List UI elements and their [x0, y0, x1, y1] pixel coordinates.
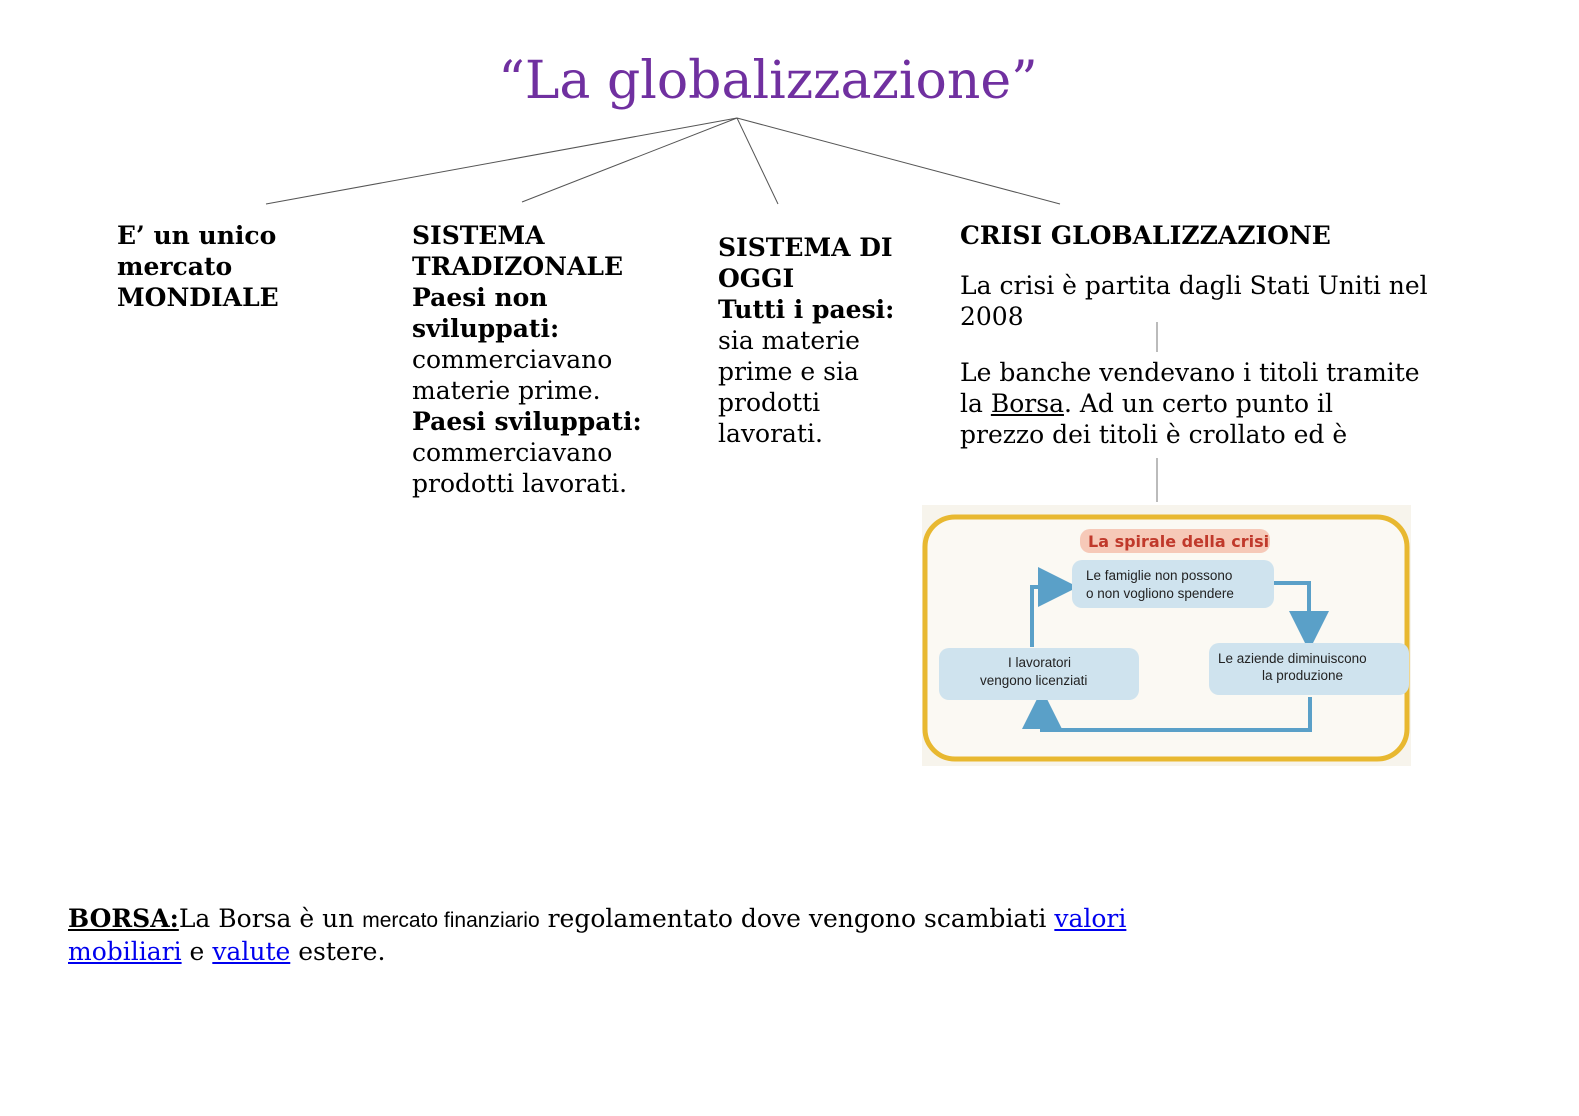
col2-label: Paesi non: [412, 283, 548, 312]
borsa-reference: Borsa: [990, 389, 1064, 418]
crisis2-pre: la: [960, 389, 991, 418]
figure-frame: [925, 517, 1407, 759]
borsa-text: regolamentato dove vengono scambiati: [539, 904, 1055, 933]
box-aziende-line2: la produzione: [1262, 668, 1344, 683]
figure-title: La spirale della crisi: [1088, 532, 1270, 551]
box-aziende-line1: Le aziende diminuiscono: [1218, 651, 1367, 666]
branch-mercato-mondiale: [117, 220, 357, 313]
col1-line: E’ un unico: [117, 221, 277, 250]
page-title: “La globalizzazione”: [498, 51, 1038, 111]
branch-sistema-di-oggi: [718, 232, 938, 449]
col1-line: MONDIALE: [117, 283, 279, 312]
connector-line-3: [737, 118, 778, 204]
borsa-label: BORSA:: [68, 904, 179, 933]
col2-heading: TRADIZONALE: [412, 252, 624, 281]
col2-text: prodotti lavorati.: [412, 469, 628, 498]
connector-line-2: [522, 118, 737, 202]
col2-label: sviluppati:: [412, 314, 560, 343]
crisis1-line: La crisi è partita dagli Stati Uniti nel: [960, 271, 1428, 300]
connector-line-1: [266, 118, 737, 204]
branch-crisi-heading: CRISI GLOBALIZZAZIONE: [960, 221, 1331, 250]
col3-heading: SISTEMA DI: [718, 233, 893, 262]
crisis-spiral-figure: [922, 505, 1411, 766]
col3-text: prime e sia: [718, 357, 859, 386]
col3-text: sia materie: [718, 326, 860, 355]
borsa-text-sans: mercato finanziario: [362, 909, 540, 932]
crisis2-line-with-link: [960, 388, 1480, 419]
col2-text: materie prime.: [412, 376, 601, 405]
valute-link[interactable]: valute: [212, 937, 291, 966]
crisis-textbox-2: [960, 357, 1480, 449]
col2-text: commerciavano: [412, 345, 613, 374]
col2-heading: SISTEMA: [412, 221, 545, 250]
col2-text: commerciavano: [412, 438, 613, 467]
connector-line-4: [737, 118, 1060, 204]
col3-label: Tutti i paesi:: [718, 295, 895, 324]
box-lavoratori-line2: vengono licenziati: [980, 673, 1088, 688]
crisis2-post: . Ad un certo punto il: [1063, 389, 1334, 418]
crisis-textbox-1: [960, 270, 1480, 331]
col1-line: mercato: [117, 252, 233, 281]
crisis2-line: Le banche vendevano i titoli tramite: [960, 358, 1420, 387]
box-lavoratori-line1: I lavoratori: [1008, 655, 1072, 670]
col2-label: Paesi sviluppati:: [412, 407, 642, 436]
borsa-text: e: [181, 937, 213, 966]
col3-text: lavorati.: [718, 419, 823, 448]
borsa-text: La Borsa è un: [178, 904, 363, 933]
col3-text: prodotti: [718, 388, 821, 417]
valori-mobiliari-link-part1: valori: [1054, 904, 1127, 933]
valori-mobiliari-link-part2: mobiliari: [68, 937, 182, 966]
crisis1-line: 2008: [960, 302, 1024, 331]
borsa-text: estere.: [290, 937, 386, 966]
branch-sistema-tradizionale: [412, 220, 682, 499]
crisis2-line: prezzo dei titoli è crollato ed è: [960, 420, 1348, 449]
box-famiglie-line1: Le famiglie non possono: [1086, 568, 1233, 583]
box-famiglie-line2: o non vogliono spendere: [1086, 586, 1234, 601]
col3-heading: OGGI: [718, 264, 795, 293]
borsa-definition: [68, 903, 1228, 967]
